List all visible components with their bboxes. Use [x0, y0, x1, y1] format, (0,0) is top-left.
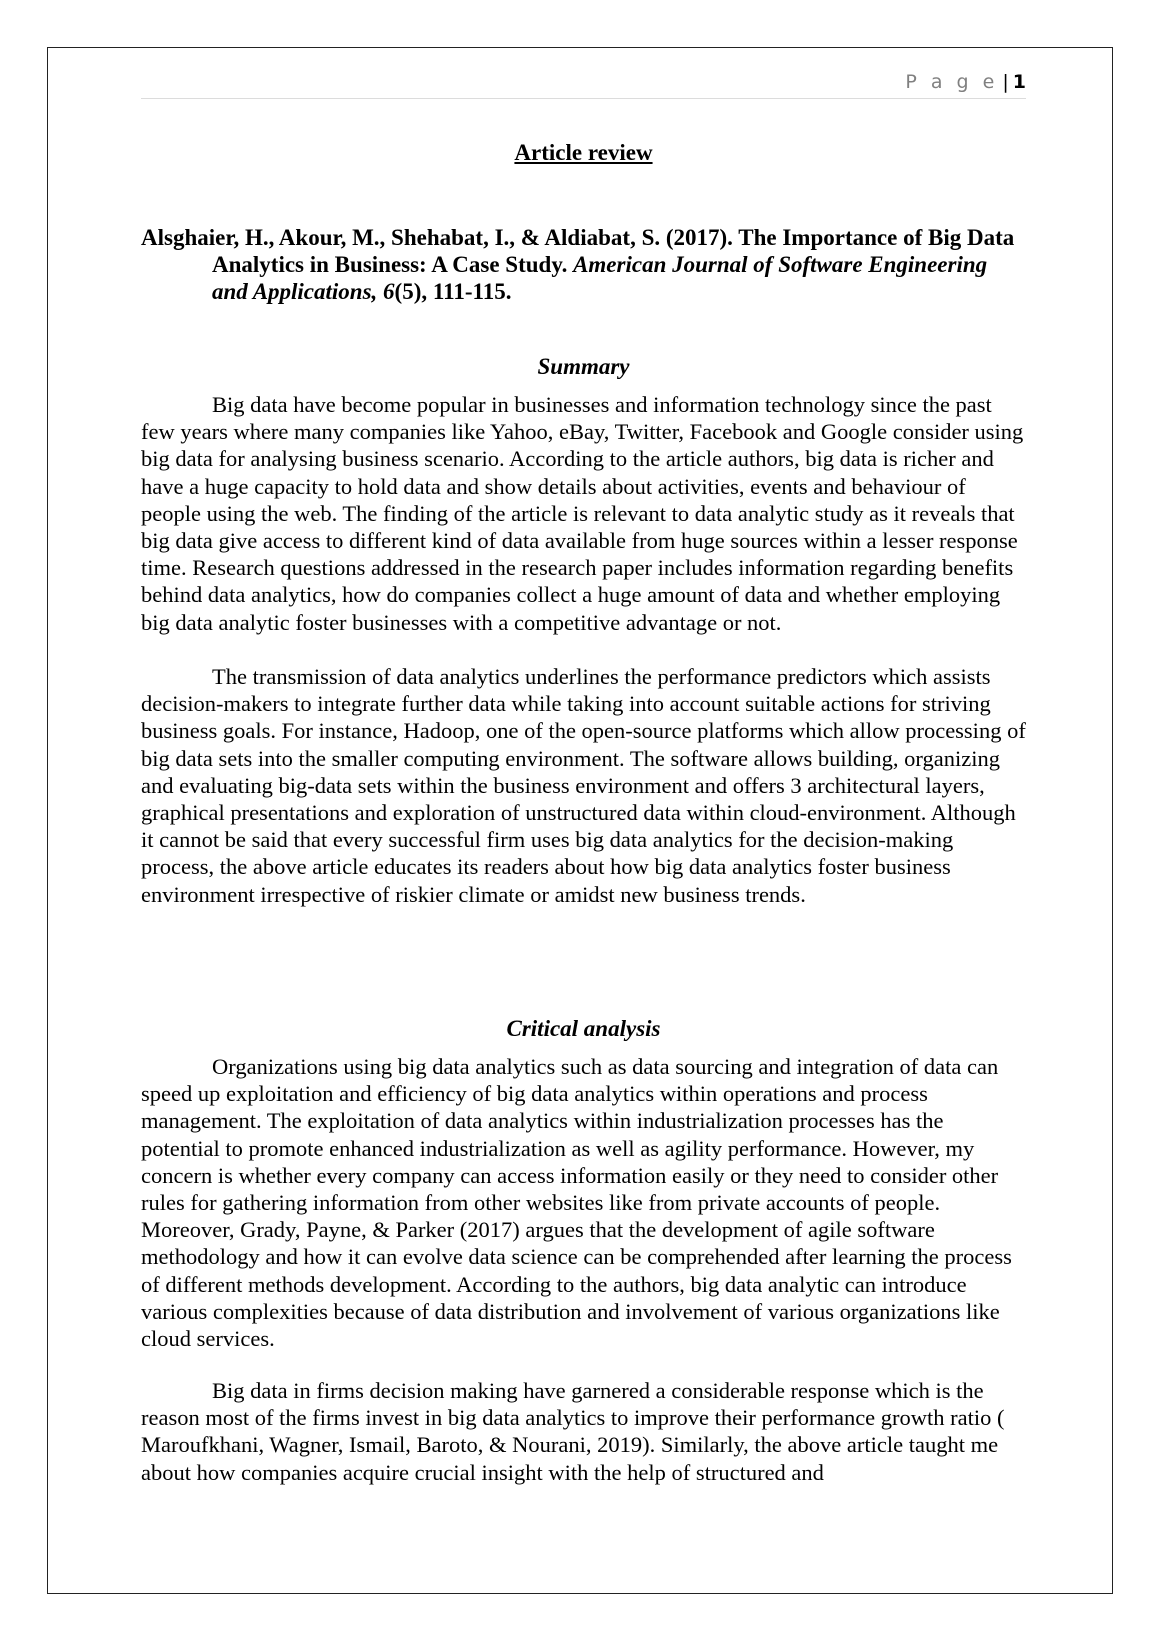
citation-journal: American Journal of Software Engineering and Applications, 6 [212, 252, 988, 304]
page-header [141, 68, 1026, 99]
page-number: 1 [1012, 71, 1026, 93]
citation-authors-title: Alsghaier, H., Akour, M., Shehabat, I., & Aldiabat, S. (2017). The Importance of Big Data Analytics in Business: A Case Study. [141, 225, 1015, 277]
citation [141, 224, 1026, 305]
critical-paragraph-1: Organizations using big data analytics such as data sourcing and integration of data can speed up exploitation and efficiency of big data analytics within operations and process management. The exploitation of data analytics within industrialization processes has the potential to promote enhanced industrialization as well as agility performance. However, my concern is whether every company can access information easily or they need to consider other rules for gathering information from other websites like from private accounts of people. Moreover, Grady, Payne, & Parker (2017) argues that the development of agile software methodology and how it can evolve data science can be comprehended after learning the process of different methods development. According to the authors, big data analytic can introduce various complexities because of data distribution and involvement of various organizations like cloud services. [141, 1054, 1012, 1352]
page-separator: | [1002, 71, 1009, 93]
summary-paragraph-2: The transmission of data analytics underlines the performance predictors which assists decision-makers to integrate further data while taking into account suitable actions for striving business goals. For instance, Hadoop, one of the open-source platforms which allow processing of big data sets into the smaller computing environment. The software allows building, organizing and evaluating big-data sets within the business environment and offers 3 architectural layers, graphical presentations and exploration of unstructured data within cloud-environment. Although it cannot be said that every successful firm uses big data analytics for the decision-making process, the above article educates its readers about how big data analytics foster business environment irrespective of riskier climate or amidst new business trends. [141, 664, 1026, 907]
citation-issue-pages: (5), 111-115. [394, 279, 512, 304]
page-label: P a g e [905, 71, 999, 93]
critical-paragraph-2: Big data in firms decision making have garnered a considerable response which is the reason most of the firms invest in big data analytics to improve their performance growth ratio ( Maroufkhani, Wagner, Ismail, Baroto, & Nourani, 2019). Similarly, the above article taught me about how companies acquire crucial insight with the help of structured and [141, 1378, 1005, 1485]
summary-heading: Summary [537, 354, 630, 379]
document-title: Article review [514, 140, 653, 165]
summary-paragraph-1: Big data have become popular in businesses and information technology since the past few years where many companies like Yahoo, eBay, Twitter, Facebook and Google consider using big data for analysing business scenario. According to the article authors, big data is richer and have a huge capacity to hold data and show details about activities, events and behaviour of people using the web. The finding of the article is relevant to data analytic study as it reveals that big data give access to different kind of data available from huge sources within a lesser response time. Research questions addressed in the research paper includes information regarding benefits behind data analytics, how do companies collect a huge amount of data and whether employing big data analytic foster businesses with a competitive advantage or not. [141, 392, 1024, 635]
critical-analysis-heading: Critical analysis [506, 1016, 661, 1041]
